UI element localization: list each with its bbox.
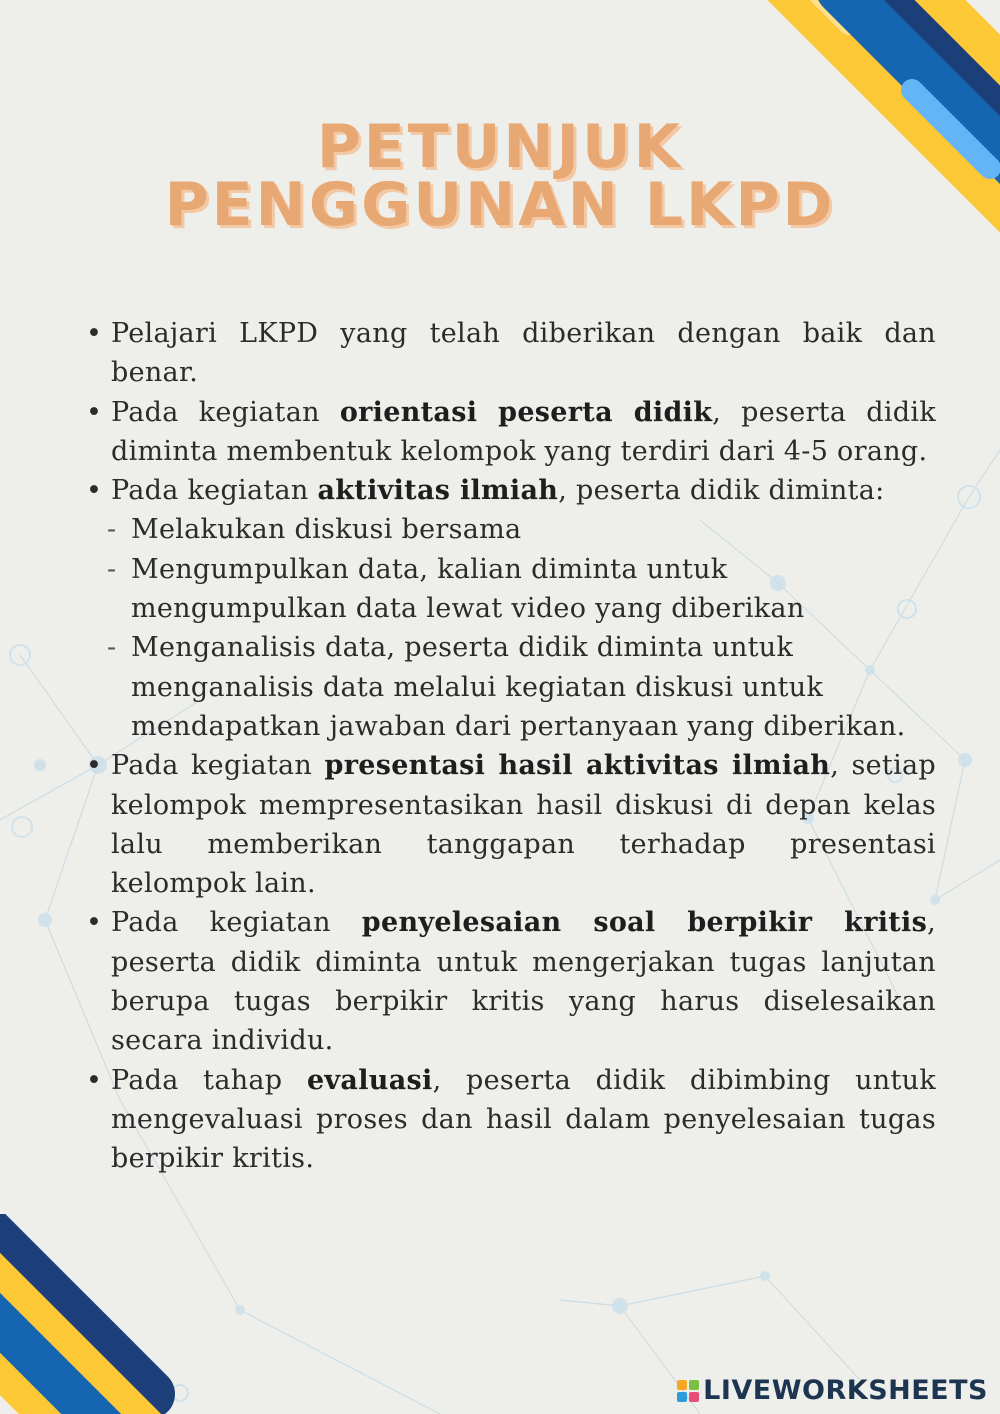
list-item-text: Pada kegiatan penyelesaian soal berpikir kritis, peserta didik diminta untuk mengerjakan tugas lanjutan berupa tugas berpikir kritis yang harus diselesaikan secara individu. <box>111 907 936 1057</box>
list-item <box>86 903 936 1060</box>
sub-item <box>86 510 936 549</box>
bullet: • <box>86 475 103 507</box>
bold-term: aktivitas ilmiah <box>317 475 559 507</box>
bullet: • <box>86 1064 103 1096</box>
list-item-text: Pada kegiatan presentasi hasil aktivitas ilmiah, setiap kelompok mempresentasikan hasil diskusi di depan kelas lalu memberikan tanggapan terhadap presentasi kelompok lain. <box>111 750 936 900</box>
corner-decoration-bottom-left <box>0 1214 220 1414</box>
list-item-text: Pada kegiatan orientasi peserta didik, peserta didik diminta membentuk kelompok yang terdiri dari 4-5 orang. <box>111 396 936 467</box>
bold-term: presentasi hasil aktivitas ilmiah <box>324 750 831 782</box>
list-item <box>86 1061 936 1179</box>
dash: - <box>107 553 117 585</box>
title-line-2: PENGGUNAN LKPD <box>164 170 836 240</box>
bullet: • <box>86 750 103 782</box>
sub-item <box>86 550 936 629</box>
liveworksheets-logo-icon <box>677 1380 699 1402</box>
list-item <box>86 393 936 472</box>
list-item <box>86 746 936 903</box>
bullet: • <box>86 396 103 428</box>
list-item <box>86 471 936 510</box>
sub-item-text: Mengumpulkan data, kalian diminta untuk mengumpulkan data lewat video yang diberikan <box>131 553 805 625</box>
list-item-text: Pada tahap evaluasi, peserta didik dibimbing untuk mengevaluasi proses dan hasil dalam penyelesaian tugas berpikir kritis. <box>111 1064 936 1175</box>
bullet: • <box>86 318 103 349</box>
sub-item <box>86 628 936 746</box>
sub-item-text: Menganalisis data, peserta didik diminta untuk menganalisis data melalui kegiatan diskusi untuk mendapatkan jawaban dari pertanyaan yang diberikan. <box>131 632 906 742</box>
page-title <box>0 112 1000 240</box>
dash: - <box>107 632 117 664</box>
list-item-text: Pelajari LKPD yang telah diberikan dengan baik dan benar. <box>111 318 936 389</box>
dash: - <box>107 514 117 546</box>
bold-term: evaluasi <box>306 1064 433 1096</box>
bullet: • <box>86 907 103 939</box>
list-item-text: Pada kegiatan aktivitas ilmiah, peserta didik diminta: <box>111 475 885 507</box>
liveworksheets-watermark[interactable] <box>677 1375 988 1406</box>
instruction-list <box>86 314 936 1179</box>
title-line-1: PETUNJUK <box>316 112 684 182</box>
bold-term: penyelesaian soal berpikir kritis <box>361 907 928 939</box>
watermark-text: LIVEWORKSHEETS <box>703 1375 988 1406</box>
bold-term: orientasi peserta didik <box>339 396 713 428</box>
sub-item-text: Melakukan diskusi bersama <box>131 514 522 546</box>
list-item <box>86 314 936 393</box>
